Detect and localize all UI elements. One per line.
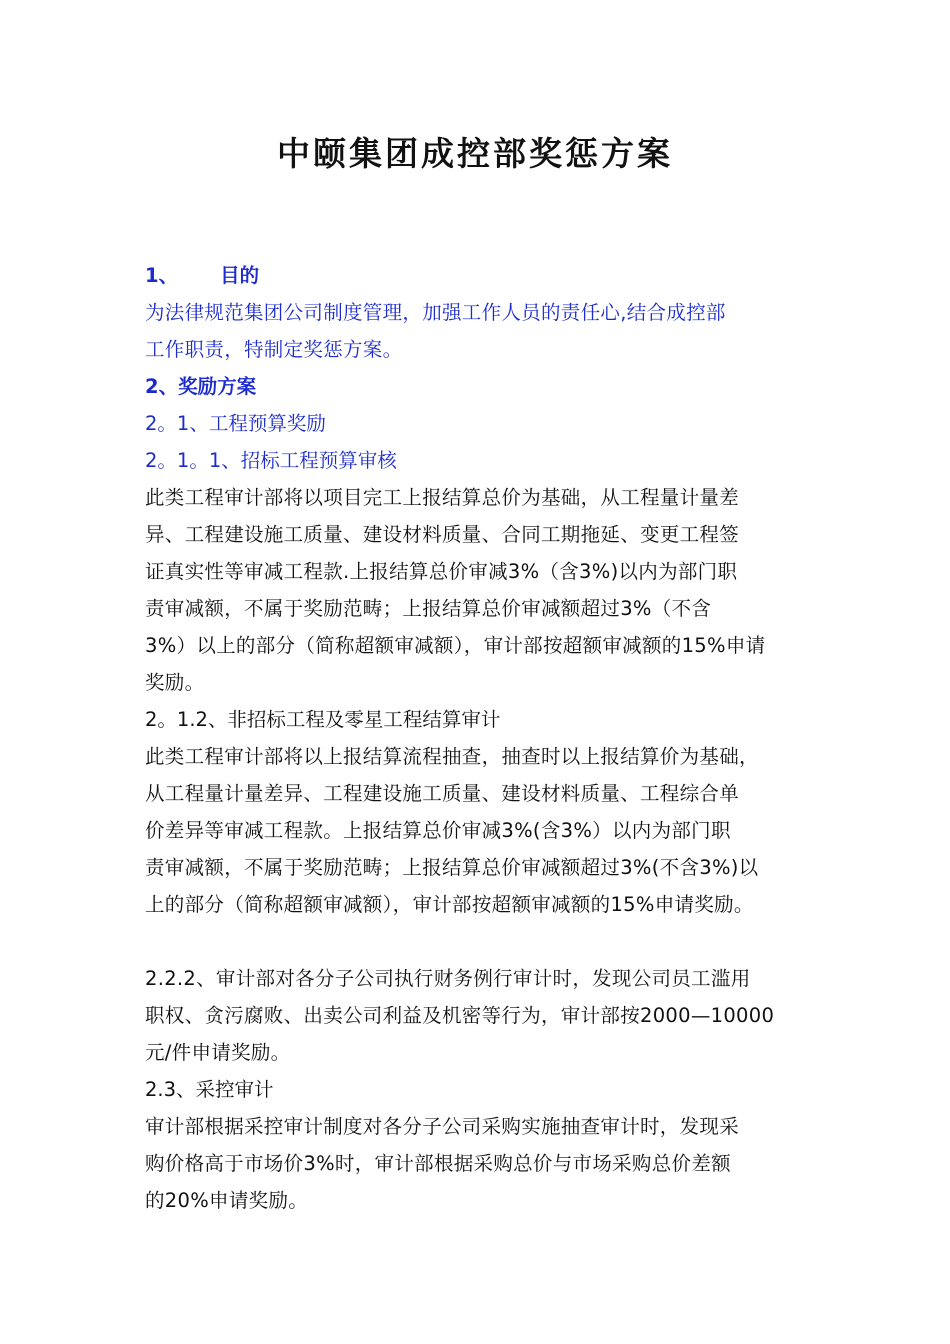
paragraph-spacer: [145, 923, 820, 960]
section-2-1-1-text-line: 3%）以上的部分（简称超额审减额），审计部按超额审减额的15%申请: [145, 634, 766, 657]
section-2-2-2-text-line: 职权、贪污腐败、出卖公司利益及机密等行为，审计部按2000—10000: [145, 1004, 775, 1027]
section-2-1-2-text-line: 价差异等审减工程款。上报结算总价审减3%(含3%）以内为部门职: [145, 819, 731, 842]
section-2-1-heading: 2。1、工程预算奖励: [145, 412, 326, 435]
section-2-1-1-text-line: 证真实性等审减工程款.上报结算总价审减3%（含3%)以内为部门职: [145, 560, 738, 583]
section-2-3-text-line: 的20%申请奖励。: [145, 1189, 309, 1212]
section-1-heading: [145, 257, 820, 294]
section-2-1-2-text-line: 从工程量计量差异、工程建设施工质量、建设材料质量、工程综合单: [145, 782, 740, 805]
section-2-1-2-text-line: 上的部分（简称超额审减额），审计部按超额审减额的15%申请奖励。: [145, 893, 754, 916]
section-2-1-1-text-line: 此类工程审计部将以项目完工上报结算总价为基础，从工程量计量差: [145, 486, 740, 509]
section-2-2-2-text-line: 元/件申请奖励。: [145, 1041, 291, 1064]
section-2-1-2-heading: 2。1.2、非招标工程及零星工程结算审计: [145, 708, 501, 731]
section-2-3-heading: 2.3、采控审计: [145, 1078, 274, 1101]
document-body: [145, 257, 820, 1219]
section-1-number: 1、: [145, 264, 179, 287]
section-2-1-1-text-line: 责审减额，不属于奖励范畴；上报结算总价审减额超过3%（不含: [145, 597, 712, 620]
section-2-heading: 2、奖励方案: [145, 375, 257, 398]
section-2-1-2-text-line: 此类工程审计部将以上报结算流程抽查，抽查时以上报结算价为基础，: [145, 745, 759, 768]
section-1-title: 目的: [220, 264, 260, 287]
section-1-text-line: 工作职责，特制定奖惩方案。: [145, 338, 403, 361]
section-2-2-2-text-line: 2.2.2、审计部对各分子公司执行财务例行审计时，发现公司员工滥用: [145, 967, 751, 990]
section-1-text-line: 为法律规范集团公司制度管理，加强工作人员的责任心,结合成控部: [145, 301, 726, 324]
section-2-3-text-line: 购价格高于市场价3%时，审计部根据采购总价与市场采购总价差额: [145, 1152, 731, 1175]
section-2-3-text-line: 审计部根据采控审计制度对各分子公司采购实施抽查审计时，发现采: [145, 1115, 740, 1138]
document-title: 中颐集团成控部奖惩方案: [277, 134, 673, 173]
section-2-1-1-text-line: 奖励。: [145, 671, 205, 694]
section-2-1-1-heading: 2。1。1、招标工程预算审核: [145, 449, 397, 472]
section-2-1-1-text-line: 异、工程建设施工质量、建设材料质量、合同工期拖延、变更工程签: [145, 523, 740, 546]
section-2-1-2-text-line: 责审减额，不属于奖励范畴；上报结算总价审减额超过3%(不含3%)以: [145, 856, 759, 879]
